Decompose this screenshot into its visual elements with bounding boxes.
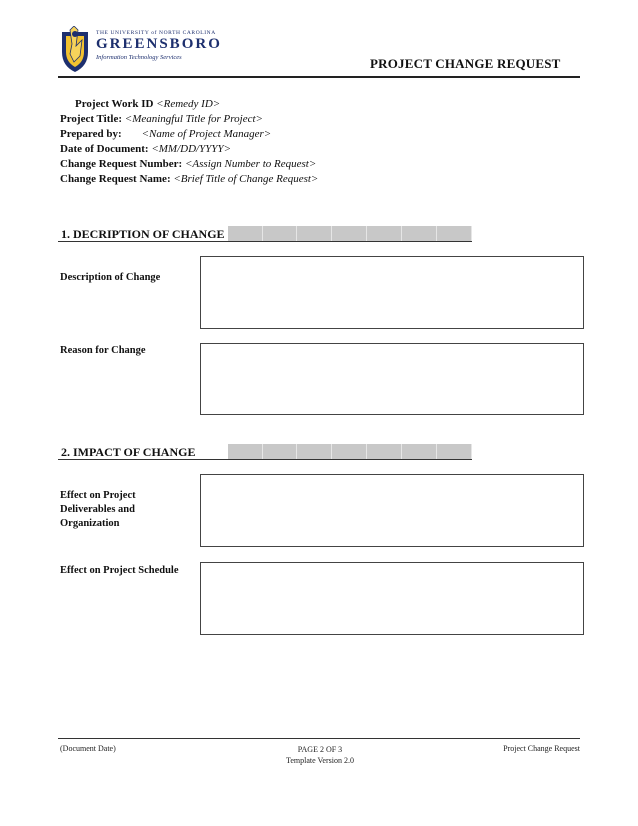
project-meta	[60, 97, 318, 187]
logo-city: GREENSBORO	[96, 36, 222, 52]
project-title-value: <Meaningful Title for Project>	[124, 113, 263, 125]
prepared-by-value: <Name of Project Manager>	[141, 128, 272, 140]
footer-document-name: Project Change Request	[503, 744, 580, 753]
footer-center	[200, 744, 440, 766]
work-id-value: <Remedy ID>	[156, 98, 221, 110]
reason-for-change-label: Reason for Change	[60, 345, 146, 356]
date-value: <MM/DD/YYYY>	[151, 143, 231, 155]
project-title-line	[60, 112, 318, 127]
project-title-label: Project Title:	[60, 113, 123, 125]
change-name-label: Change Request Name:	[60, 173, 171, 185]
effect-deliverables-label: Effect on Project Deliverables and Organization	[60, 490, 136, 529]
date-label: Date of Document:	[60, 143, 149, 155]
shield-icon	[58, 26, 98, 74]
section-impact-header	[58, 444, 472, 460]
effect-schedule-field[interactable]	[200, 562, 584, 635]
logo-university-line: THE UNIVERSITY of NORTH CAROLINA	[96, 30, 216, 36]
prepared-by-label: Prepared by:	[60, 128, 122, 140]
section-impact-title: 2. IMPACT OF CHANGE	[61, 445, 196, 459]
change-name-value: <Brief Title of Change Request>	[173, 173, 319, 185]
date-line	[60, 142, 318, 157]
effect-schedule-label: Effect on Project Schedule	[60, 565, 179, 576]
header-divider	[58, 76, 580, 78]
work-id-line	[60, 97, 318, 112]
footer-page-number: PAGE 2 OF 3	[297, 745, 343, 754]
change-number-line	[60, 157, 318, 172]
description-of-change-label: Description of Change	[60, 272, 161, 283]
section-description-title: 1. DECRIPTION OF CHANGE	[61, 227, 225, 241]
footer-template-version: Template Version 2.0	[286, 756, 354, 765]
logo-department: Information Technology Services	[96, 54, 182, 61]
footer-divider	[58, 738, 580, 739]
reason-for-change-field[interactable]	[200, 343, 584, 415]
prepared-by-line	[60, 127, 318, 142]
work-id-label: Project Work ID	[75, 98, 154, 110]
change-number-label: Change Request Number:	[60, 158, 183, 170]
footer-document-date: (Document Date)	[60, 744, 116, 753]
change-name-line	[60, 172, 318, 187]
section-description-header	[58, 226, 472, 242]
document-title: PROJECT CHANGE REQUEST	[370, 56, 561, 71]
description-of-change-field[interactable]	[200, 256, 584, 329]
effect-deliverables-field[interactable]	[200, 474, 584, 547]
change-number-value: <Assign Number to Request>	[184, 158, 317, 170]
